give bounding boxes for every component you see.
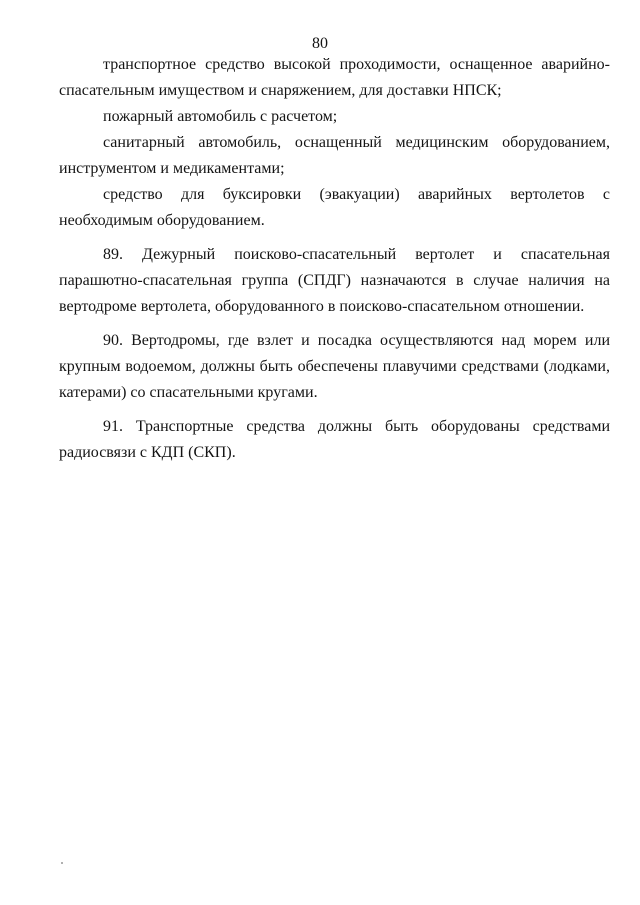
paragraph-item-90: 90. Вертодромы, где взлет и посадка осуществляются над морем или крупным водоемом, должны быть обеспечены плавучими средствами (лодками, катерами) со спасательными кругами. — [59, 332, 610, 401]
paragraph-item-89: 89. Дежурный поисково-спасательный вертолет и спасательная парашютно-спасательная группа (СПДГ) назначаются в случае наличия на вертодроме вертолета, оборудованного в поисково-спасательном отношении. — [59, 246, 610, 315]
paragraph-towing-equipment: средство для буксировки (эвакуации) аварийных вертолетов с необходимым оборудованием. — [59, 186, 610, 229]
paragraph-fire-truck: пожарный автомобиль с расчетом; — [103, 108, 338, 125]
scan-artifact — [61, 862, 63, 864]
document-body — [59, 52, 610, 466]
page-number: 80 — [312, 35, 328, 52]
paragraph-ambulance: санитарный автомобиль, оснащенный медицинским оборудованием, инструментом и медикаментами; — [59, 134, 610, 177]
paragraph-item-91: 91. Транспортные средства должны быть оборудованы средствами радиосвязи с КДП (СКП). — [59, 418, 610, 461]
paragraph-transport-vehicle: транспортное средство высокой проходимости, оснащенное аварийно-спасательным имуществом и снаряжением, для доставки НПСК; — [59, 56, 610, 99]
